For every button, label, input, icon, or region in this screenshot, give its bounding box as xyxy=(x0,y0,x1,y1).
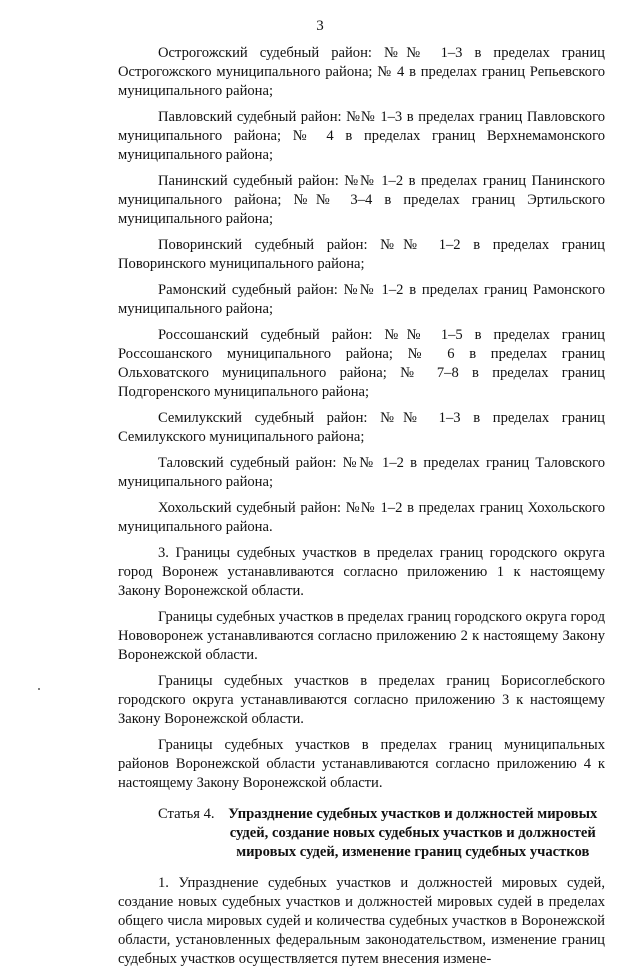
district-paragraph: Павловский судебный район: №№ 1–3 в пределах границ Павловского муниципального района; № 4 в пределах границ Верхнемамонского муниципального района; xyxy=(118,109,605,163)
article-paragraph: 1. Упразднение судебных участков и должностей мировых судей, создание новых судебных участков и должностей мировых судей в пределах общего числа мировых судей и количества судебных участков в Воронежской области, установленных федеральным законодательством, изменение границ судебных участков осуществляется путем внесения измене- xyxy=(118,875,605,967)
article-heading xyxy=(118,805,605,862)
section-paragraph: Границы судебных участков в пределах границ городского округа город Нововоронеж устанавливаются согласно приложению 2 к настоящему Закону Воронежской области. xyxy=(118,609,605,663)
page-number: 3 xyxy=(316,18,324,34)
scan-speck xyxy=(38,688,40,690)
district-paragraph: Хохольский судебный район: №№ 1–2 в пределах границ Хохольского муниципального района. xyxy=(118,500,605,535)
article-number: Статья 4. xyxy=(158,806,215,822)
district-paragraph: Острогожский судебный район: №№ 1–3 в пределах границ Острогожского муниципального района; № 4 в пределах границ Репьевского муниципального района; xyxy=(118,45,605,99)
district-paragraph: Панинский судебный район: №№ 1–2 в пределах границ Панинского муниципального района; №№ 3–4 в пределах границ Эртильского муниципального района; xyxy=(118,173,605,227)
district-paragraph: Рамонский судебный район: №№ 1–2 в пределах границ Рамонского муниципального района; xyxy=(118,282,605,317)
district-paragraph: Россошанский судебный район: №№ 1–5 в пределах границ Россошанского муниципального района; № 6 в пределах границ Ольховатского муниципального района; № 7–8 в пределах границ Подгоренского муниципального района; xyxy=(118,327,605,400)
district-paragraph: Поворинский судебный район: №№ 1–2 в пределах границ Поворинского муниципального района; xyxy=(118,237,605,272)
district-paragraph: Семилукский судебный район: №№ 1–3 в пределах границ Семилукского муниципального района; xyxy=(118,410,605,445)
document-body xyxy=(118,44,605,976)
district-paragraph: Таловский судебный район: №№ 1–2 в пределах границ Таловского муниципального района; xyxy=(118,455,605,490)
section-paragraph: Границы судебных участков в пределах границ Борисоглебского городского округа устанавливаются согласно приложению 3 к настоящему Закону Воронежской области. xyxy=(118,673,605,727)
section-paragraph: Границы судебных участков в пределах границ муниципальных районов Воронежской области устанавливаются согласно приложению 4 к настоящему Закону Воронежской области. xyxy=(118,737,605,791)
section-paragraph: 3. Границы судебных участков в пределах границ городского округа город Воронеж устанавливаются согласно приложению 1 к настоящему Закону Воронежской области. xyxy=(118,545,605,599)
article-title: Упразднение судебных участков и должностей мировых судей, создание новых судебных участков и должностей мировых судей, изменение границ судебных участков xyxy=(228,806,598,860)
